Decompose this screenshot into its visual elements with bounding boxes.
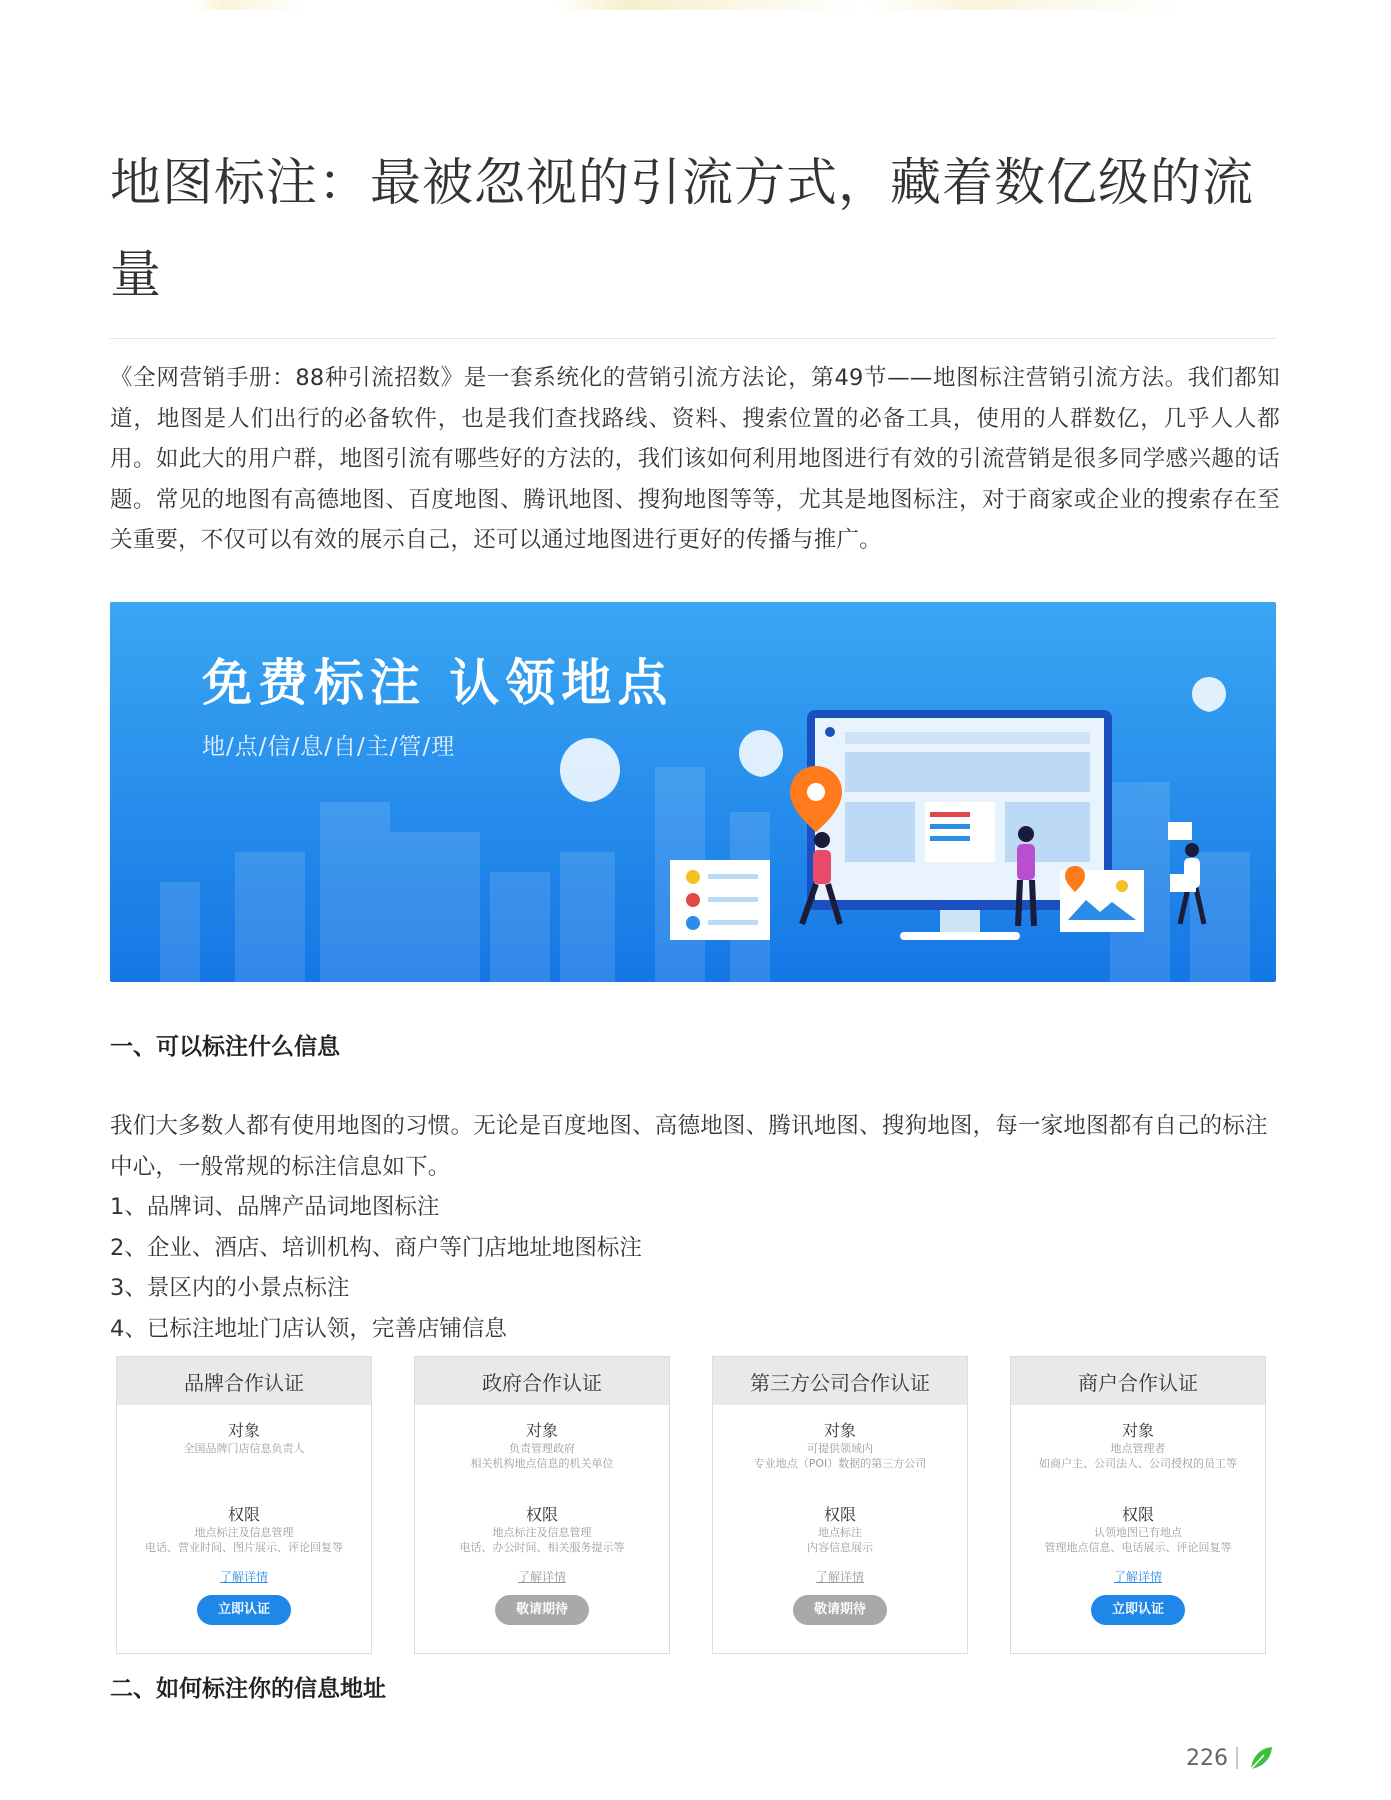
rights-line: 地点标注 (818, 1526, 862, 1539)
object-line: 地点管理者 (1110, 1442, 1166, 1455)
list-item: 1、品牌词、品牌产品词地图标注 (110, 1194, 440, 1220)
rights-line: 认领地图已有地点 (1094, 1526, 1182, 1539)
object-label: 对象 (1121, 1421, 1154, 1440)
certification-cards (116, 1356, 1266, 1656)
certify-button[interactable]: 立即认证 (197, 1595, 291, 1625)
rights-line: 地点标注及信息管理 (492, 1526, 592, 1539)
list-item: 2、企业、酒店、培训机构、商户等门店地址地图标注 (110, 1234, 642, 1261)
leaf-icon (1248, 1745, 1274, 1771)
object-label: 对象 (525, 1421, 558, 1440)
rights-line: 电话、办公时间、相关服务提示等 (459, 1541, 625, 1554)
rights-line: 地点标注及信息管理 (194, 1526, 294, 1539)
object-label: 对象 (823, 1421, 856, 1440)
card-merchant (1010, 1356, 1266, 1654)
rights-label: 权限 (823, 1505, 856, 1524)
object-line: 专业地点（POI）数据的第三方公司 (753, 1457, 927, 1470)
card-title: 政府合作认证 (415, 1357, 669, 1405)
list-item: 3、景区内的小景点标注 (110, 1275, 350, 1301)
photo-card-illustration (1060, 866, 1144, 932)
section-heading-1: 一、可以标注什么信息 (110, 1034, 340, 1060)
top-edge-remnant (0, 0, 1391, 10)
rights-label: 权限 (227, 1505, 260, 1524)
intro-paragraph: 《全网营销手册：88种引流招数》是一套系统化的营销引流方法论，第49节——地图标注营销引流方法。我们都知道，地图是人们出行的必备软件，也是我们查找路线、资料、搜索位置的必备工具，使用的人群数亿，几乎人人都用。如此大的用户群，地图引流有哪些好的方法的，我们该如何利用地图进行有效的引流营销是很多同学感兴趣的话题。常见的地图有高德地图、百度地图、腾讯地图、搜狗地图等等，尤其是地图标注，对于商家或企业的搜索存在至关重要，不仅可以有效的展示自己，还可以通过地图进行更好的传播与推广。 (110, 365, 1280, 553)
page-footer (1186, 1745, 1274, 1771)
rights-label: 权限 (525, 1505, 558, 1524)
card-government (414, 1356, 670, 1654)
learn-more-link[interactable]: 了解详情 (517, 1570, 566, 1584)
card-title: 品牌合作认证 (117, 1357, 371, 1405)
card-brand (116, 1356, 372, 1654)
list-card-illustration (670, 860, 770, 940)
learn-more-link[interactable]: 了解详情 (1113, 1570, 1162, 1584)
title-divider (110, 338, 1276, 339)
footer-separator (1236, 1747, 1238, 1769)
banner-illustration (110, 602, 1276, 982)
banner-headline: 免费标注 认领地点 (202, 654, 674, 712)
info-list (110, 1187, 642, 1349)
object-line: 可提供领域内 (807, 1442, 873, 1455)
object-line: 负责管理政府 (509, 1442, 575, 1455)
object-line: 如商户主、公司法人、公司授权的员工等 (1039, 1457, 1237, 1470)
page-title: 地图标注：最被忽视的引流方式，藏着数亿级的流量 (110, 154, 1255, 305)
rights-line: 电话、营业时间、图片展示、评论回复等 (145, 1541, 343, 1554)
page-number: 226 (1186, 1745, 1228, 1771)
rights-label: 权限 (1121, 1505, 1154, 1524)
section-heading-2: 二、如何标注你的信息地址 (110, 1676, 386, 1702)
rights-line: 内容信息展示 (807, 1541, 873, 1554)
card-third-party (712, 1356, 968, 1654)
rights-line: 管理地点信息、电话展示、评论回复等 (1044, 1541, 1232, 1554)
card-title: 商户合作认证 (1011, 1357, 1265, 1405)
section1-body: 我们大多数人都有使用地图的习惯。无论是百度地图、高德地图、腾讯地图、搜狗地图，每一家地图都有自己的标注中心，一般常规的标注信息如下。 (110, 1113, 1268, 1180)
certify-button[interactable]: 立即认证 (1091, 1595, 1185, 1625)
object-label: 对象 (227, 1421, 260, 1440)
card-title: 第三方公司合作认证 (713, 1357, 967, 1405)
coming-soon-button[interactable]: 敬请期待 (495, 1595, 589, 1625)
object-line: 相关机构地点信息的机关单位 (470, 1457, 614, 1470)
banner-subline: 地/点/信/息/自/主/管/理 (202, 734, 456, 760)
promo-banner (110, 602, 1276, 982)
object-line: 全国品牌门店信息负责人 (183, 1442, 305, 1455)
learn-more-link[interactable]: 了解详情 (219, 1570, 268, 1584)
coming-soon-button[interactable]: 敬请期待 (793, 1595, 887, 1625)
list-item: 4、已标注地址门店认领，完善店铺信息 (110, 1315, 507, 1342)
learn-more-link[interactable]: 了解详情 (815, 1570, 864, 1584)
